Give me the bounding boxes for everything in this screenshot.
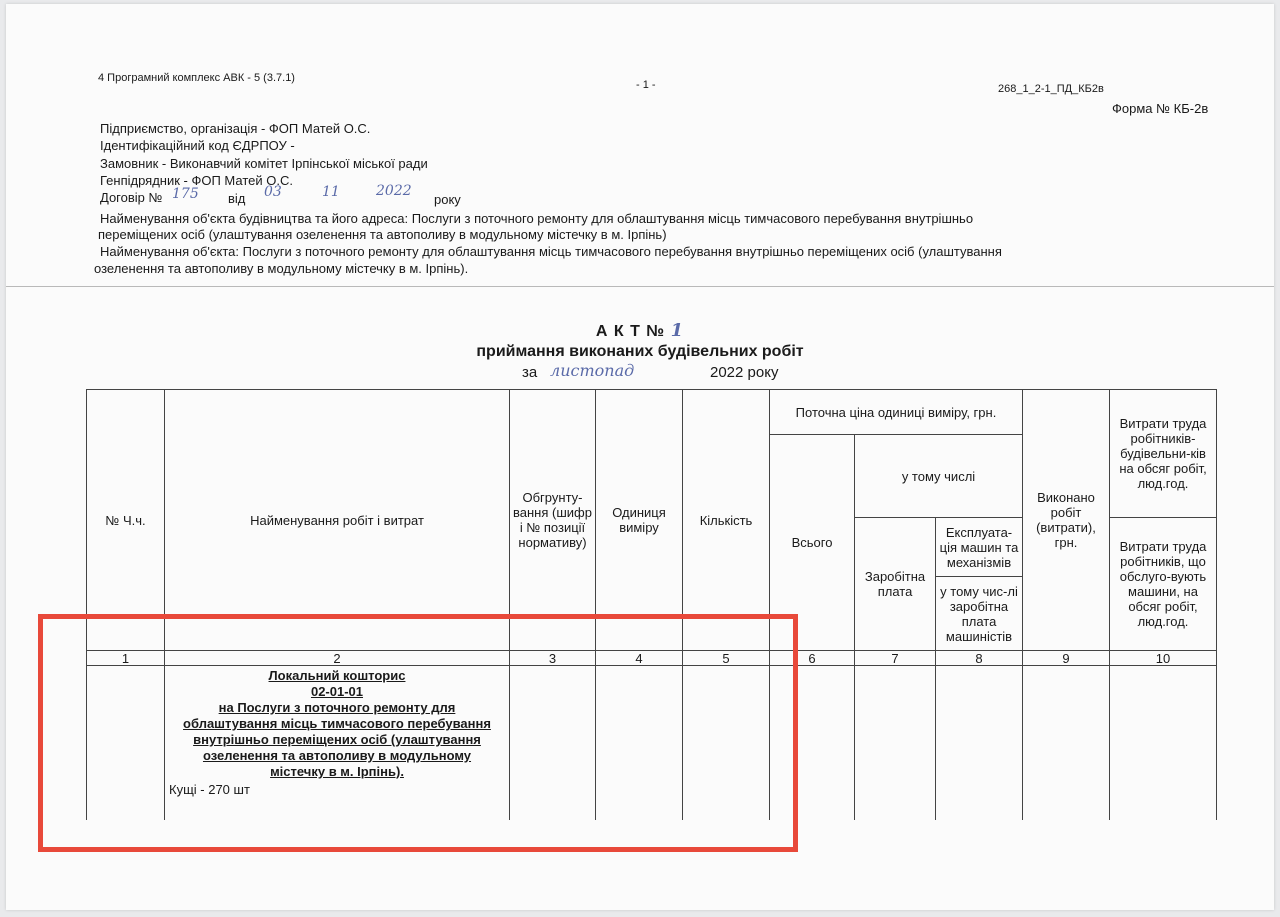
col-labor-machine-header: Витрати труда робітників, що обслуго-вують машини, на обсяг робіт, люд.год. bbox=[1110, 518, 1217, 651]
contract-day: 03 bbox=[264, 184, 282, 200]
object-name-line-1: Найменування об'єкта: Послуги з поточного ремонту для облаштування місць тимчасового перебування внутрішньо переміщених осіб (улаштування bbox=[100, 244, 1002, 259]
estimate-code: 02-01-01 bbox=[310, 684, 364, 699]
contract-prefix: Договір № bbox=[100, 190, 163, 205]
form-label: Форма № КБ-2в bbox=[1112, 101, 1209, 116]
period-month: листопад bbox=[550, 361, 635, 380]
col-basis-header: Обгрунту-вання (шифр і № позиції нормативу) bbox=[510, 390, 596, 651]
act-title bbox=[6, 320, 1274, 341]
period-year: 2022 року bbox=[710, 364, 779, 381]
program-header: 4 Програмний комплекс АВК - 5 (3.7.1) bbox=[98, 72, 295, 84]
contract-from: від bbox=[228, 191, 246, 206]
col-total-header: Всього bbox=[770, 435, 855, 651]
contract-year: 2022 bbox=[376, 183, 412, 199]
col-number: 1 bbox=[87, 651, 165, 666]
col-number: 9 bbox=[1023, 651, 1110, 666]
col-number: 5 bbox=[683, 651, 770, 666]
col-number: 2 bbox=[165, 651, 510, 666]
col-labor-workers-header: Витрати труда робітників-будівельни-ків на обсяг робіт, люд.год. bbox=[1110, 390, 1217, 518]
act-subtitle: приймання виконаних будівельних робіт bbox=[476, 343, 804, 360]
page-number: - 1 - bbox=[636, 79, 656, 91]
col-incl-header: у тому числі bbox=[855, 435, 1023, 518]
object-address-line-2: переміщених осіб (улаштування озеленення та автополиву в модульному містечку в м. Ірпінь) bbox=[98, 227, 667, 242]
object-name-line-2: озеленення та автополиву в модульному містечку в м. Ірпінь). bbox=[94, 261, 469, 276]
doc-code: 268_1_2-1_ПД_КБ2в bbox=[998, 83, 1104, 95]
item-line: Кущі - 270 шт bbox=[169, 782, 250, 797]
col-number: 4 bbox=[596, 651, 683, 666]
col-machine-wage-header: у тому чис-лі заробітна плата машиністів bbox=[936, 577, 1023, 651]
empty-cell bbox=[855, 666, 936, 821]
col-name-header: Найменування робіт і витрат bbox=[165, 390, 510, 651]
col-qty-header: Кількість bbox=[683, 390, 770, 651]
period-prefix: за bbox=[522, 364, 538, 381]
col-machine-header: Експлуата-ція машин та механізмів bbox=[936, 518, 1023, 577]
enterprise-line: Підприємство, організація - ФОП Матей О.С. bbox=[100, 121, 371, 136]
col-done-header: Виконано робіт (витрати), грн. bbox=[1023, 390, 1110, 651]
empty-cell bbox=[1023, 666, 1110, 821]
object-address-line-1: Найменування об'єкта будівництва та його адреса: Послуги з поточного ремонту для облаштування місць тимчасового перебування внутрішньо bbox=[100, 211, 974, 226]
col-no-header: № Ч.ч. bbox=[87, 390, 165, 651]
col-wage-header: Заробітна плата bbox=[855, 518, 936, 651]
act-title-text: А К Т № bbox=[595, 323, 666, 340]
col-number: 7 bbox=[855, 651, 936, 666]
estimate-title: Локальний кошторис bbox=[268, 668, 406, 683]
customer-line: Замовник - Виконавчий комітет Ірпінської міської ради bbox=[100, 156, 428, 171]
contract-suffix: року bbox=[434, 192, 461, 207]
col-number: 3 bbox=[510, 651, 596, 666]
empty-cell bbox=[936, 666, 1023, 821]
contract-number: 175 bbox=[172, 186, 199, 202]
act-number: 1 bbox=[670, 320, 685, 341]
col-number: 6 bbox=[770, 651, 855, 666]
highlight-box bbox=[38, 614, 798, 852]
col-price-group-header: Поточна ціна одиниці виміру, грн. bbox=[770, 390, 1023, 435]
col-unit-header: Одиниця виміру bbox=[596, 390, 683, 651]
contract-month: 11 bbox=[322, 184, 340, 200]
col-number: 10 bbox=[1110, 651, 1217, 666]
empty-cell bbox=[1110, 666, 1217, 821]
id-code-line: Ідентифікаційний код ЄДРПОУ - bbox=[100, 138, 295, 153]
contractor-line: Генпідрядник - ФОП Матей О.С. bbox=[100, 173, 293, 188]
estimate-description: на Послуги з поточного ремонту для облаштування місць тимчасового перебування внутрішньо переміщених осіб (улаштування озеленення та автополиву в модульному містечку в м. Ірпінь). bbox=[183, 700, 491, 779]
col-number: 8 bbox=[936, 651, 1023, 666]
